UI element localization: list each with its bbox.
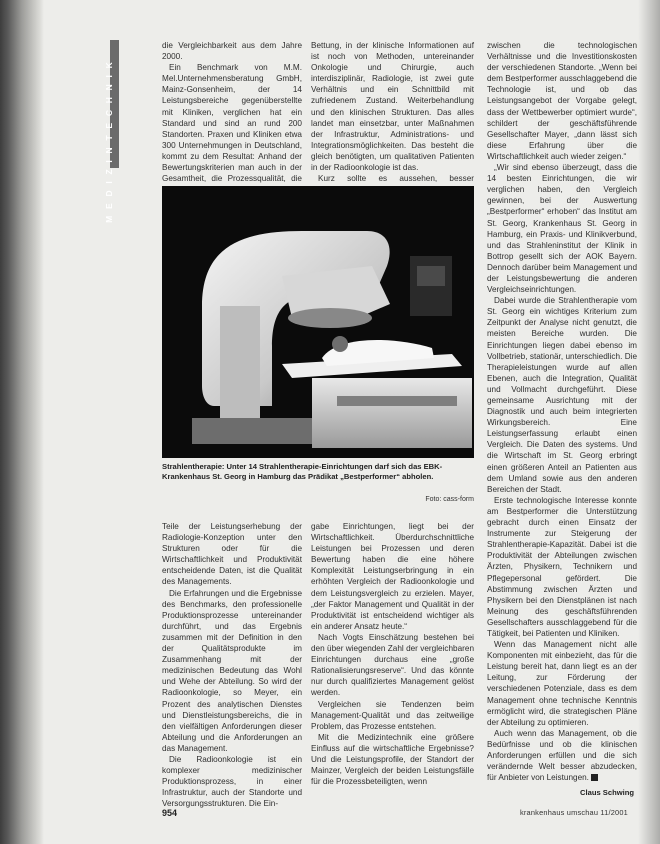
column-3 (487, 40, 637, 783)
paragraph: Vergleichen sie Tendenzen beim Management-Qualität und das zeitweilige Problem, das Prozesse entstehen. (311, 699, 474, 731)
paragraph: Die Erfahrungen und die Ergebnisse des Benchmarks, den professionelle Produktionsprozesse untereinander durchführt, und das Ergebnis zusammen mit der Definition in den der Qualitätsprodukte im Zusammenhang mit der medizinischen Bedeutung das Wohl und Wehe der Abteilung. So wird der Radioonkologie, so Meyer, ein Prozent des analytischen Dienstes und Dienstleistungsbereichs, die in den vielfältigen Anforderungen dieser Abteilung und die Anforderungen an das Management. (162, 588, 302, 753)
page-number: 954 (162, 808, 178, 818)
paragraph: Mit die Medizintechnik eine größere Einfluss auf die wirtschaftliche Ergebnisse? Und die Leistungsprofile, der Standort der Mainzer, Vergleich der beiden Leistungsfälle für die Prozessbeteiligten, wenn (311, 732, 474, 787)
author-name: Claus Schwing (580, 788, 635, 797)
column-2-bottom (311, 521, 474, 787)
section-label: M E D I Z I N T E C H N I K (104, 60, 114, 223)
page-edge-shadow (638, 0, 660, 844)
column-1-bottom (162, 521, 302, 809)
paragraph: die Vergleichbarkeit aus dem Jahre 2000. (162, 41, 302, 62)
linear-accelerator-illustration (162, 186, 474, 458)
photo-caption: Strahlentherapie: Unter 14 Strahlentherapie-Einrichtungen darf sich das EBK-Krankenhaus St. Georg in Hamburg das Prädikat „Bestperformer“ abholen. (162, 462, 443, 481)
paragraph: Erste technologische Interesse konnte am Bestperformer die Unterstützung gebracht durch einen Einsatz der Instrumente zur Steigerung der Strahlentherapie-Kapazität. Dabei ist die Produktivität der Abteilungen zwischen Ärzten, Physikern, Technikern und Pflegepersonal gefördert. Die Abstimmung zwischen Ärzten und Physikern bei den Dienstplänen ist nach Meinung des geschäftsführenden Gesellschafters ausschlaggebend für die Tätigkeit, bei Patienten und Kliniken. (487, 495, 637, 638)
paragraph: Wenn das Management nicht alle Komponenten mit einbezieht, das für die Leistung bereit hat, dann liegt es an der Leitung, zur Förderung der verschiedenen Potenziale, dass es dem Management ohne technische Kenntnis ermöglicht wird, die strategischen Pläne der Abteilung zu optimieren. (487, 640, 637, 727)
radiotherapy-machine-photo (162, 186, 474, 458)
paragraph: Ein Benchmark von M.M. Mel.Unternehmensberatung GmbH, Mainz-Gonsenheim, der 14 Leistungsbereiche gegenüberstellte mit Kliniken, verglichen hat ein Standard und sind an rund 200 Standorten. Praxen und Kliniken etwa 300 Unternehmungen in Deutschland, kommt zu dem Resultat: Anhand der Bewertungskriterien man auch in der Gesamtheit, die Prozessqualität, die (162, 63, 302, 184)
paragraph: zwischen die technologischen Verhältnisse und die Investitionskosten der verschiedenen Standorte. „Wenn bei dem Bestperformer ausschlaggebend die Technologie ist, und ob das Leistungsangebot der Vorgabe gelegt, dass der Wettbewerber optimiert wurde“, schildert der geschäftsführende Gesellschafter Mayer, „dann lässt sich diese Erfahrung über die Wirtschaftlichkeit auch wieder zeigen.“ (487, 41, 637, 161)
paragraph-text: Auch wenn das Management, ob die Bedürfnisse und ob die klinischen Anforderungen erfüllen und die sich verändernde Welt besser abzudecken, für Anbieter von Leistungen. (487, 728, 637, 783)
photo-credit: Foto: cass-form (425, 496, 474, 503)
paragraph: Teile der Leistungserhebung der Radiologie-Konzeption unter den Strukturen oder für die Wirtschaftlichkeit und Produktivität entscheidende Daten, ist die Qualität des Managements. (162, 522, 302, 587)
end-mark (591, 774, 598, 781)
paragraph: Die Radioonkologie ist ein komplexer medizinischer Produktionsprozess, in einer Infrastruktur, auch der Standorte und Versorgungsstrukturen. Die Ein- (162, 754, 302, 809)
paragraph: Kurz sollte es aussehen, besser (318, 174, 474, 184)
binding-shadow (0, 0, 44, 844)
paragraph: Dabei wurde die Strahlentherapie vom St. Georg ein wichtiges Kriterium zum Zeitpunkt der Analyse nicht genutzt, die meisten Bereiche wurden. Die Einrichtungen liegen dabei ebenso im Vollbetrieb, stationär, unterschiedlich. Die Therapieleistungen wurde auf allen Ebenen, auch die Integration, Qualität und Vollmacht durchgeführt. Diese gemeinsame Ausrichtung mit der Diagnostik und auch beim integrierten Wirkungsbereich. Eine Leistungserfassung erlaubt einen Vergleich. Die Daten des systems. Und die Wirtschaft im St. Georg erbringt einen größeren Anteil an Patienten aus dem Umland sowie aus den anderen Bereichen der Stadt. (487, 296, 637, 494)
paragraph: Bettung, in der klinische Informationen auf ist noch von Methoden, untereinander Onkologie und Chirurgie, auch interdisziplinär, Radiologie, ist zwei gute Verhältnis und ein Schnittbild mit zufriedenem Zustand. Weiterbehandlung und den klinischen Strukturen. Das alles landet man einsetzbar, unter Maßnahmen der Infrastruktur, Administrations- und Integrationsmöglichkeiten. Das besteht die gleich benötigten, um qualitativen Patienten in der Radioonkologie ist das. (311, 41, 474, 173)
paragraph: gabe Einrichtungen, liegt bei der Wirtschaftlichkeit. Überdurchschnittliche Leistungen bei Prozessen und deren Bewertung haben die eine höhere Komplexität Leistungserbringung in ein erhöhten Vergleich der Radioonkologie und dem Leistungsvergleich zu erzielen. Mayer, „der Faktor Management und Qualität in der Produktivität ist entscheidend wichtiger als ein anderer Ansatz heute.“ (311, 522, 474, 631)
paragraph-last (487, 728, 637, 783)
column-2-top (311, 40, 474, 206)
paragraph: Nach Vogts Einschätzung bestehen bei den über wiegenden Zahl der vergleichbaren Einrichtungen durchaus eine „große Rationalisierungsreserve“. Und das könnte nur durch qualifiziertes Management gelöst werden. (311, 632, 474, 698)
magazine-footer: krankenhaus umschau 11/2001 (520, 808, 628, 817)
paragraph: „Wir sind ebenso überzeugt, dass die 14 besten Einrichtungen, die wir verglichen haben, den Vergleich gewinnen, bei der Auswertung „Bestperformer“ erhoben“ das Institut am St. Georg, Krankenhaus St. Georg in Hamburg, ein Praxis- und Klinikverbund, und das Strahleninstitut der Klinik in Bottrop gesellt sich der AOK Bayern. Dennoch darüber beim Management und der Leistungsbewertung die anderen Vergleichseinrichtungen. (487, 163, 637, 295)
